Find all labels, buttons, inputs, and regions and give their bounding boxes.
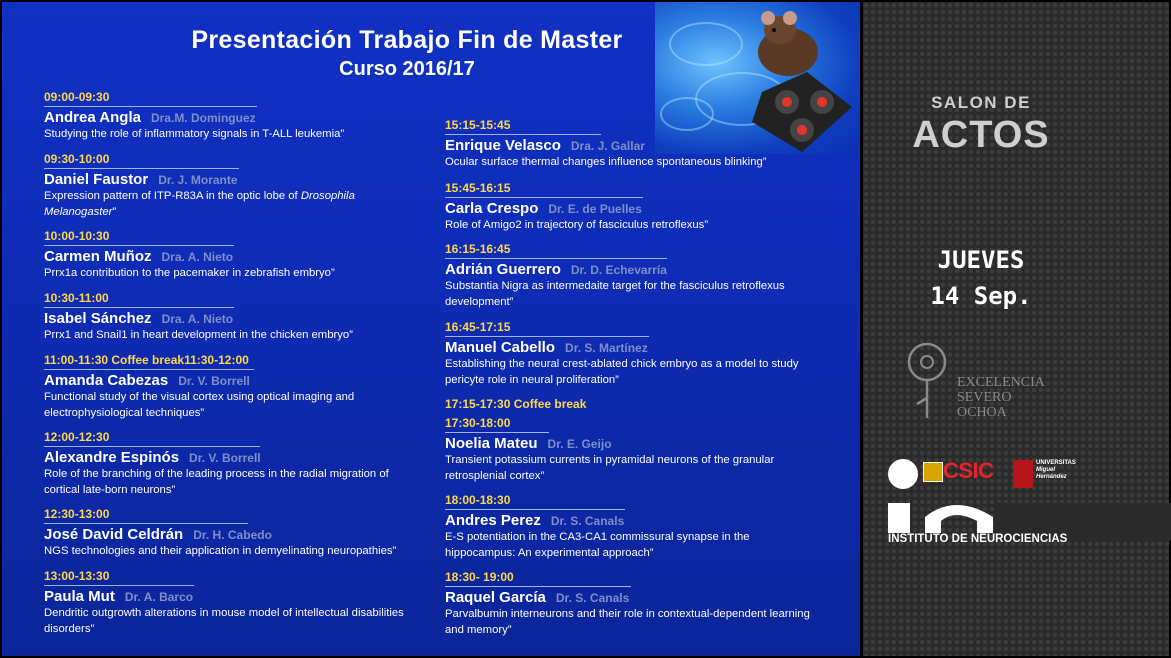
slot-divider xyxy=(44,245,234,246)
supervisor-name: Dr. J. Morante xyxy=(158,173,238,187)
schedule-slot xyxy=(445,320,799,388)
slot-time: 09:30-10:00 xyxy=(44,152,110,166)
slot-divider xyxy=(44,106,257,107)
talk-title-line: Functional study of the visual cortex using optical imaging and xyxy=(44,391,355,403)
presenter-row xyxy=(44,247,335,266)
instituto-name: INSTITUTO DE NEUROCIENCIAS xyxy=(888,533,1068,545)
talk-title-line: electrophysiological techniques” xyxy=(44,406,205,419)
presenter-row xyxy=(44,587,404,606)
talk-title-line: Role of Amigo2 in trajectory of fasciculus retroflexus” xyxy=(445,219,709,231)
csic-logo: CSIC xyxy=(943,458,994,483)
supervisor-name: Dra. J. Gallar xyxy=(570,139,645,153)
presenter-row xyxy=(44,170,355,189)
talk-title-line: Prrx1a contribution to the pacemaker in zebrafish embryo” xyxy=(44,267,335,279)
slot-divider xyxy=(44,168,239,169)
presenter-name: Enrique Velasco xyxy=(445,137,561,154)
date-value: 14 Sep. xyxy=(930,282,1032,310)
supervisor-name: Dr. A. Barco xyxy=(124,590,194,604)
slot-time: 11:00-11:30 Coffee break11:30-12:00 xyxy=(44,353,249,367)
schedule-slot xyxy=(445,242,785,310)
supervisor-name: Dr. S. Canals xyxy=(555,591,630,605)
talk-title-line: and memory” xyxy=(445,623,512,636)
presenter-name: Carmen Muñoz xyxy=(44,248,152,265)
talk-title-line: development” xyxy=(445,295,514,308)
schedule-slot xyxy=(44,507,396,560)
talk-title-line: pericyte role in neural proliferation” xyxy=(445,373,619,386)
slot-time: 16:15-16:45 xyxy=(445,242,511,256)
talk-title-line: Parvalbumin interneurons and their role in contextual-dependent learning xyxy=(445,608,810,620)
supervisor-name: Dra. A. Nieto xyxy=(161,250,234,264)
supervisor-name: Dra.M. Dominguez xyxy=(150,111,256,125)
slot-divider xyxy=(445,197,643,198)
severo-ochoa-logo-icon xyxy=(905,338,953,422)
talk-title-line: retrosplenial cortex” xyxy=(445,469,545,482)
excelencia-severo-ochoa xyxy=(957,375,1045,420)
umh-logo-icon xyxy=(1013,460,1033,488)
presenter-name: Andrea Angla xyxy=(44,109,141,126)
talk-title-line: Role of the branching of the leading process in the radial migration of xyxy=(44,468,389,480)
presenter-row xyxy=(44,108,344,127)
slot-divider xyxy=(445,336,649,337)
slot-time: 12:30-13:00 xyxy=(44,507,110,521)
presenter-row xyxy=(44,525,396,544)
slot-time: 18:30- 19:00 xyxy=(445,570,514,584)
slot-time: 10:30-11:00 xyxy=(44,291,109,305)
supervisor-name: Dr. V. Borrell xyxy=(178,374,250,388)
excelencia-line: EXCELENCIA xyxy=(957,375,1045,390)
slot-time: 17:30-18:00 xyxy=(445,416,511,430)
supervisor-name: Dr. D. Echevarría xyxy=(570,263,667,277)
presenter-name: Noelia Mateu xyxy=(445,435,538,452)
slot-divider xyxy=(44,307,234,308)
presenter-name: Isabel Sánchez xyxy=(44,310,152,327)
talk-title-line: Melanogaster” xyxy=(44,205,117,218)
ochoa-line: OCHOA xyxy=(957,405,1007,420)
presenter-name: Manuel Cabello xyxy=(445,339,556,356)
umh-line-2: Miguel xyxy=(1036,467,1055,473)
slot-divider xyxy=(445,134,601,135)
slot-time: 18:00-18:30 xyxy=(445,493,511,507)
slot-time: 09:00-09:30 xyxy=(44,90,110,104)
presenter-row xyxy=(44,371,354,390)
talk-title-line: E-S potentiation in the CA3-CA1 commissural synapse in the xyxy=(445,531,750,543)
schedule-slot xyxy=(44,353,354,421)
schedule-slot xyxy=(44,291,353,344)
page-title: Presentación Trabajo Fin de Master xyxy=(191,26,623,54)
csic-circle-icon xyxy=(888,459,918,489)
presenter-row xyxy=(44,309,353,328)
slot-divider xyxy=(44,523,248,524)
venue-line1: SALON DE xyxy=(931,93,1031,112)
coat-of-arms-icon xyxy=(923,462,943,482)
slot-divider xyxy=(445,509,625,510)
slot-divider xyxy=(44,446,260,447)
umh-logo-text xyxy=(1036,460,1076,481)
talk-title-line: Ocular surface thermal changes influence spontaneous blinking” xyxy=(445,156,767,168)
schedule-slot xyxy=(44,430,389,498)
schedule-slot xyxy=(44,152,355,220)
talk-title-line: Expression pattern of ITP-R83A in the optic lobe of Drosophila xyxy=(44,190,355,202)
schedule-slot xyxy=(445,416,774,484)
slot-divider xyxy=(445,432,549,433)
talk-title-line: Establishing the neural crest-ablated chick embryo as a model to study xyxy=(445,358,799,370)
slot-time: 10:00-10:30 xyxy=(44,229,110,243)
slot-time: 13:00-13:30 xyxy=(44,569,110,583)
slot-divider xyxy=(445,258,667,259)
schedule-slot xyxy=(44,229,335,282)
presenter-name: Amanda Cabezas xyxy=(44,372,169,389)
presenter-name: Paula Mut xyxy=(44,588,115,605)
presenter-row xyxy=(445,260,785,279)
presenter-name: Carla Crespo xyxy=(445,200,539,217)
brain-scan-image xyxy=(752,72,852,152)
talk-title-line: disorders” xyxy=(44,622,95,635)
schedule-slot xyxy=(445,493,750,561)
presenter-row xyxy=(445,199,708,218)
slot-time: 16:45-17:15 xyxy=(445,320,511,334)
talk-title-line: Dendritic outgrowth alterations in mouse model of intellectual disabilities xyxy=(44,607,404,619)
talk-title-line: NGS technologies and their application in demyelinating neuropathies” xyxy=(44,545,397,557)
supervisor-name: Dr. E. de Puelles xyxy=(548,202,642,216)
presenter-row xyxy=(44,448,389,467)
umh-line-3: Hernández xyxy=(1036,474,1067,480)
schedule-slot xyxy=(445,397,586,412)
presenter-row xyxy=(445,434,774,453)
talk-title-line: Studying the role of inflammatory signals in T-ALL leukemia” xyxy=(44,128,345,140)
supervisor-name: Dr. H. Cabedo xyxy=(193,528,272,542)
umh-line-1: UNIVERSITAS xyxy=(1036,460,1076,466)
presenter-row xyxy=(445,511,750,530)
slot-time: 12:00-12:30 xyxy=(44,430,110,444)
presenter-row xyxy=(445,136,767,155)
slot-divider xyxy=(44,585,194,586)
severo-line: SEVERO xyxy=(957,390,1012,405)
talk-title-line: hippocampus: An experimental approach” xyxy=(445,546,654,559)
presenter-name: Andres Perez xyxy=(445,512,541,529)
supervisor-name: Dr. E. Geijo xyxy=(547,437,612,451)
talk-title-line: Transient potassium currents in pyramidal neurons of the granular xyxy=(445,454,775,466)
supervisor-name: Dr. V. Borrell xyxy=(189,451,261,465)
schedule-slot xyxy=(445,118,767,171)
presenter-row xyxy=(445,588,810,607)
talk-title-line: Substantia Nigra as intermedaite target for the fasciculus retroflexus xyxy=(445,280,785,292)
program-panel xyxy=(2,2,860,656)
schedule-slot xyxy=(445,570,810,638)
page-subtitle: Curso 2016/17 xyxy=(339,58,475,80)
slot-time: 15:45-16:15 xyxy=(445,181,511,195)
schedule-slot xyxy=(445,181,708,234)
presenter-row xyxy=(445,338,799,357)
supervisor-name: Dr. S. Martínez xyxy=(565,341,648,355)
slot-time: 15:15-15:45 xyxy=(445,118,511,132)
slot-divider xyxy=(445,586,631,587)
supervisor-name: Dra. A. Nieto xyxy=(161,312,234,326)
presenter-name: José David Celdrán xyxy=(44,526,184,543)
date-day: JUEVES xyxy=(937,246,1025,274)
presenter-name: Daniel Faustor xyxy=(44,171,149,188)
talk-title-line: Prrx1 and Snail1 in heart development in the chicken embryo” xyxy=(44,329,353,341)
presenter-name: Adrián Guerrero xyxy=(445,261,561,278)
slot-divider xyxy=(44,369,254,370)
schedule-slot xyxy=(44,569,404,637)
presenter-name: Raquel García xyxy=(445,589,546,606)
slot-time: 17:15-17:30 Coffee break xyxy=(445,397,587,411)
supervisor-name: Dr. S. Canals xyxy=(550,514,625,528)
talk-title-line: cortical late-born neurons” xyxy=(44,483,176,496)
venue-line2: ACTOS xyxy=(912,114,1050,156)
info-panel xyxy=(863,2,1169,656)
schedule-slot xyxy=(44,90,344,143)
presenter-name: Alexandre Espinós xyxy=(44,449,180,466)
